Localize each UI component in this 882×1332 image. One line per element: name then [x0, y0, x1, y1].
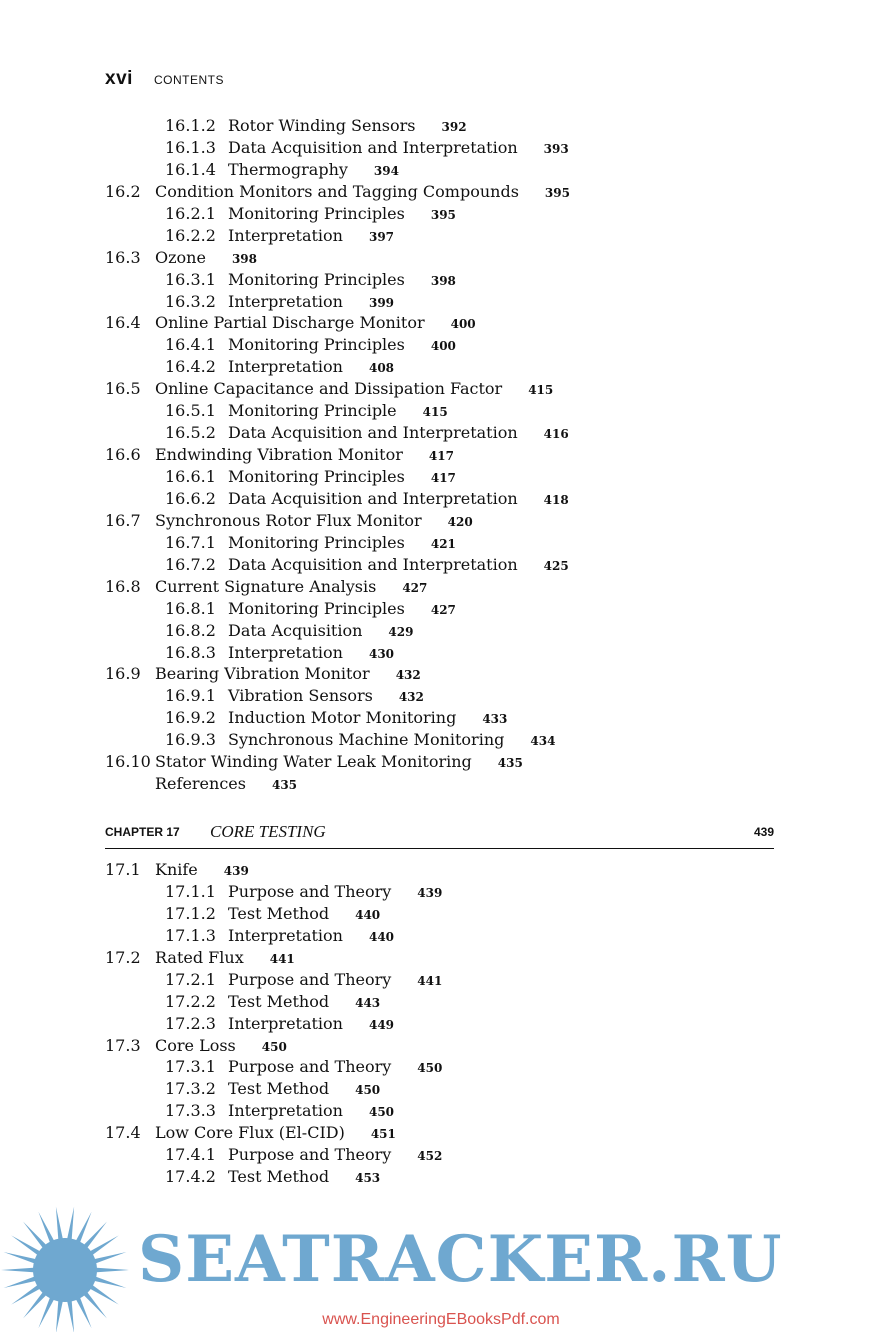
toc-entry[interactable] [0, 598, 882, 620]
chapter-heading [105, 820, 774, 849]
toc-entry-number: 16.2.1 [165, 203, 216, 223]
toc-entry-page: 450 [417, 1061, 443, 1076]
toc-entry-title: Induction Motor Monitoring 433 [228, 708, 508, 728]
toc-entry-page: 439 [223, 864, 249, 878]
toc-entry-number: 16.1.4 [165, 159, 216, 179]
toc-entry-number: 17.3.2 [165, 1079, 216, 1099]
toc-entry-number: 17.1 [105, 860, 141, 879]
toc-entry[interactable] [0, 1056, 882, 1078]
toc-entry-page: 397 [368, 229, 395, 244]
toc-entry-page: 429 [388, 624, 414, 639]
toc-entry[interactable] [0, 663, 882, 685]
toc-entry[interactable] [0, 1100, 882, 1122]
toc-entry-page: 443 [355, 995, 381, 1010]
toc-entry-page: 453 [355, 1171, 381, 1186]
toc-entry-page: 433 [482, 712, 508, 727]
toc-entry[interactable] [0, 969, 882, 991]
toc-entry-number: 16.7 [105, 510, 141, 530]
chapter-label: CHAPTER 17 [105, 825, 180, 839]
toc-entry-title: Interpretation 440 [228, 925, 395, 945]
toc-entry-title: Test Method 450 [228, 1079, 381, 1099]
toc-entry-number: 17.4.2 [165, 1167, 216, 1187]
toc-entry-number: 17.3.3 [165, 1101, 216, 1121]
toc-entry-number: 16.6.2 [165, 488, 216, 508]
toc-entry-page: 427 [430, 602, 456, 617]
toc-entry-number: 16.4.2 [165, 357, 216, 377]
toc-entry-title: Test Method 443 [228, 991, 381, 1011]
toc-entry-title: Online Capacitance and Dissipation Factor 415 [155, 379, 554, 399]
toc-entry[interactable] [0, 925, 882, 947]
toc-entry-page: 417 [428, 449, 454, 464]
toc-entry-page: 432 [398, 690, 424, 705]
toc-entry-page: 399 [368, 295, 395, 310]
toc-entry-title: Synchronous Rotor Flux Monitor 420 [155, 510, 473, 530]
toc-entry-title: Interpretation 430 [228, 642, 395, 662]
toc-entry-number: 16.2.2 [165, 225, 216, 245]
toc-entry[interactable] [0, 685, 882, 707]
toc-entry[interactable] [0, 859, 882, 881]
toc-entry-page: 418 [543, 492, 569, 507]
toc-entry-title: Online Partial Discharge Monitor 400 [155, 313, 476, 333]
toc-entry-number: 16.5.1 [165, 401, 216, 421]
toc-entry-page: 427 [402, 580, 428, 595]
toc-entry-title: Current Signature Analysis 427 [155, 576, 428, 596]
toc-entry-number: 17.3.1 [165, 1057, 216, 1077]
toc-entry[interactable] [0, 203, 882, 225]
toc-entry-number: 16.3.1 [165, 269, 216, 289]
toc-entry-number: 17.4.1 [165, 1145, 216, 1165]
toc-entry-title: Purpose and Theory 450 [228, 1057, 443, 1077]
toc-entry-page: 394 [373, 163, 399, 178]
watermark-brand: SEATRACKER.RU [138, 1222, 783, 1297]
toc-entry[interactable] [0, 115, 882, 137]
toc-entry-number: 16.9.2 [165, 708, 216, 728]
toc-entry[interactable] [0, 334, 882, 356]
toc-entry-page: 425 [543, 558, 569, 573]
toc-entry-title: Interpretation 399 [228, 291, 395, 311]
running-head [105, 68, 224, 90]
toc-entry-title: Purpose and Theory 452 [228, 1145, 443, 1165]
toc-entry[interactable] [0, 1166, 882, 1188]
page-number: xvi [105, 68, 133, 89]
toc-entry[interactable] [0, 269, 882, 291]
toc-entry-title: Interpretation 450 [228, 1101, 395, 1121]
toc-entry-number: 17.1.1 [165, 881, 216, 901]
toc-entry-title: Monitoring Principles 417 [228, 467, 456, 486]
toc-entry[interactable] [0, 1144, 882, 1166]
toc-entry[interactable] [0, 400, 882, 422]
toc-entry-page: 392 [441, 120, 467, 134]
toc-entry[interactable] [0, 991, 882, 1013]
toc-entry-page: 450 [368, 1105, 395, 1120]
toc-entry-title: Interpretation 449 [228, 1013, 395, 1033]
toc-entry-page: 441 [269, 951, 295, 966]
toc-entry[interactable] [0, 356, 882, 378]
toc-entry-title: Data Acquisition and Interpretation 393 [228, 137, 569, 157]
toc-entry[interactable] [0, 247, 882, 269]
toc-entry-page: 421 [430, 536, 456, 551]
toc-entry[interactable] [0, 225, 882, 247]
toc-entry-page: 398 [231, 251, 258, 266]
toc-entry[interactable] [0, 881, 882, 903]
toc-entry-number: 17.2.2 [165, 991, 216, 1011]
watermark-url: www.EngineeringEBooksPdf.com [322, 1311, 560, 1328]
toc-entry-title: Monitoring Principles 395 [228, 203, 456, 223]
toc-entry[interactable] [0, 532, 882, 554]
toc-entry-number: 17.2.3 [165, 1013, 216, 1033]
toc-entry-title: Interpretation 397 [228, 225, 395, 245]
toc-list-chapter-17 [0, 859, 882, 1188]
toc-entry-number: 17.2.1 [165, 969, 216, 989]
chapter-title: CORE TESTING [210, 822, 326, 841]
toc-entry-title: Synchronous Machine Monitoring 434 [228, 730, 556, 750]
toc-entry-title: Core Loss 450 [155, 1035, 287, 1055]
toc-entry[interactable] [0, 620, 882, 642]
toc-entry-page: 440 [368, 929, 395, 944]
toc-entry-title: Purpose and Theory 441 [228, 969, 443, 989]
toc-entry[interactable] [0, 751, 882, 773]
toc-entry[interactable] [0, 707, 882, 729]
toc-entry-page: 450 [261, 1039, 287, 1054]
toc-entry-number: 16.4 [105, 313, 141, 333]
toc-entry-page: 434 [530, 734, 556, 749]
toc-entry-page: 395 [544, 185, 570, 200]
toc-entry-title: Interpretation 408 [228, 357, 395, 377]
toc-entry-number: 16.7.1 [165, 532, 216, 552]
toc-entry-title: Rated Flux 441 [155, 947, 295, 967]
toc-entry[interactable] [0, 576, 882, 598]
toc-entry-number: 17.4 [105, 1123, 141, 1143]
toc-entry[interactable] [0, 291, 882, 313]
toc-entry[interactable] [0, 729, 882, 751]
toc-entry-page: 439 [417, 885, 443, 900]
toc-entry-title: Monitoring Principles 398 [228, 269, 456, 289]
toc-entry-page: 450 [355, 1083, 381, 1098]
toc-entry-number: 16.6.1 [165, 467, 216, 486]
toc-entry-number: 16.5 [105, 379, 141, 399]
chapter-page-number: 439 [753, 825, 774, 839]
toc-entry-number: 16.7.2 [165, 554, 216, 574]
toc-entry-page: 449 [368, 1017, 395, 1032]
toc-entry-number: 16.6 [105, 445, 141, 465]
toc-entry[interactable] [0, 903, 882, 925]
toc-entry-number: 17.1.2 [165, 903, 216, 923]
toc-entry-title: Data Acquisition and Interpretation 416 [228, 423, 569, 443]
toc-entry-title: Stator Winding Water Leak Monitoring 435 [155, 752, 523, 772]
toc-entry-title: References 435 [155, 774, 298, 794]
toc-entry[interactable] [0, 947, 882, 969]
toc-entry-number: 16.8.2 [165, 620, 216, 640]
toc-entry-title: Monitoring Principles 427 [228, 598, 456, 618]
toc-entry[interactable] [0, 1078, 882, 1100]
toc-entry-page: 417 [430, 471, 456, 485]
toc-entry[interactable] [0, 181, 882, 203]
toc-entry-page: 440 [355, 907, 381, 922]
toc-entry-page: 451 [370, 1127, 396, 1142]
toc-entry-title: Monitoring Principles 421 [228, 532, 456, 552]
toc-entry-page: 420 [447, 514, 473, 529]
toc-entry-number: 17.2 [105, 947, 141, 967]
toc-entry-page: 408 [368, 361, 395, 376]
toc-entry[interactable] [0, 378, 882, 400]
toc-entry[interactable] [0, 554, 882, 576]
toc-entry-page: 435 [271, 778, 298, 793]
toc-entry[interactable] [0, 1013, 882, 1035]
toc-entry-title: Monitoring Principles 400 [228, 335, 456, 355]
toc-list-chapter-16 [0, 115, 882, 795]
toc-entry-title: Vibration Sensors 432 [228, 686, 424, 706]
toc-entry-page: 400 [450, 317, 476, 332]
toc-entry-page: 400 [430, 339, 456, 354]
toc-entry-title: Test Method 440 [228, 903, 381, 923]
toc-entry-number: 16.9.3 [165, 730, 216, 750]
toc-entry-number: 16.8.1 [165, 598, 216, 618]
toc-entry[interactable] [0, 422, 882, 444]
toc-entry-page: 395 [430, 207, 456, 222]
toc-entry-title: Ozone 398 [155, 247, 258, 267]
toc-entry-number: 16.9.1 [165, 686, 216, 706]
toc-entry-title: Data Acquisition and Interpretation 425 [228, 554, 569, 574]
toc-entry-number: 16.4.1 [165, 335, 216, 355]
toc-entry-title: Data Acquisition and Interpretation 418 [228, 488, 569, 508]
toc-entry[interactable] [0, 1122, 882, 1144]
toc-entry-title: Bearing Vibration Monitor 432 [155, 664, 421, 684]
toc-entry-page: 393 [543, 141, 569, 156]
toc-entry-title: Monitoring Principle 415 [228, 401, 448, 421]
toc-entry[interactable] [0, 642, 882, 664]
toc-entry-page: 430 [368, 646, 395, 661]
toc-entry-title: Thermography 394 [228, 159, 399, 179]
toc-entry-title: Purpose and Theory 439 [228, 881, 443, 901]
toc-entry-number: 16.3.2 [165, 291, 216, 311]
toc-entry-number: 17.1.3 [165, 925, 216, 945]
toc-entry[interactable] [0, 488, 882, 510]
toc-entry-number: 16.2 [105, 181, 141, 201]
toc-entry-number: 16.3 [105, 247, 141, 267]
toc-entry[interactable] [0, 1035, 882, 1057]
toc-entry-number: 16.10 [105, 752, 151, 772]
toc-entry-title: Condition Monitors and Tagging Compounds 395 [155, 181, 570, 201]
toc-entry-title: Endwinding Vibration Monitor 417 [155, 445, 454, 465]
toc-entry[interactable] [0, 159, 882, 181]
toc-entry[interactable] [0, 466, 882, 488]
toc-entry-number: 16.8 [105, 576, 141, 596]
toc-entry[interactable] [0, 510, 882, 532]
toc-entry-number: 16.8.3 [165, 642, 216, 662]
toc-entry-number: 16.9 [105, 664, 141, 684]
toc-entry-title: Data Acquisition 429 [228, 620, 414, 640]
toc-entry-page: 435 [497, 756, 523, 771]
toc-entry-number: 16.1.2 [165, 116, 216, 135]
toc-entry-number: 16.5.2 [165, 423, 216, 443]
toc-entry-page: 416 [543, 427, 569, 442]
toc-entry[interactable] [0, 312, 882, 334]
toc-entry-page: 432 [395, 668, 421, 683]
toc-entry-page: 452 [417, 1149, 443, 1164]
toc-entry[interactable] [0, 444, 882, 466]
toc-entry-title: Test Method 453 [228, 1167, 381, 1187]
toc-entry-page: 441 [417, 973, 443, 988]
toc-entry-page: 415 [528, 383, 554, 398]
toc-entry-number: 17.3 [105, 1035, 141, 1055]
running-head-title: CONTENTS [154, 73, 225, 87]
toc-entry[interactable] [0, 773, 882, 795]
toc-entry-title: Rotor Winding Sensors 392 [228, 116, 467, 135]
toc-entry-page: 415 [422, 405, 448, 420]
toc-entry[interactable] [0, 137, 882, 159]
toc-entry-title: Low Core Flux (El-CID) 451 [155, 1123, 396, 1143]
toc-entry-number: 16.1.3 [165, 137, 216, 157]
toc-entry-page: 398 [430, 273, 456, 288]
toc-entry-title: Knife 439 [155, 860, 249, 879]
